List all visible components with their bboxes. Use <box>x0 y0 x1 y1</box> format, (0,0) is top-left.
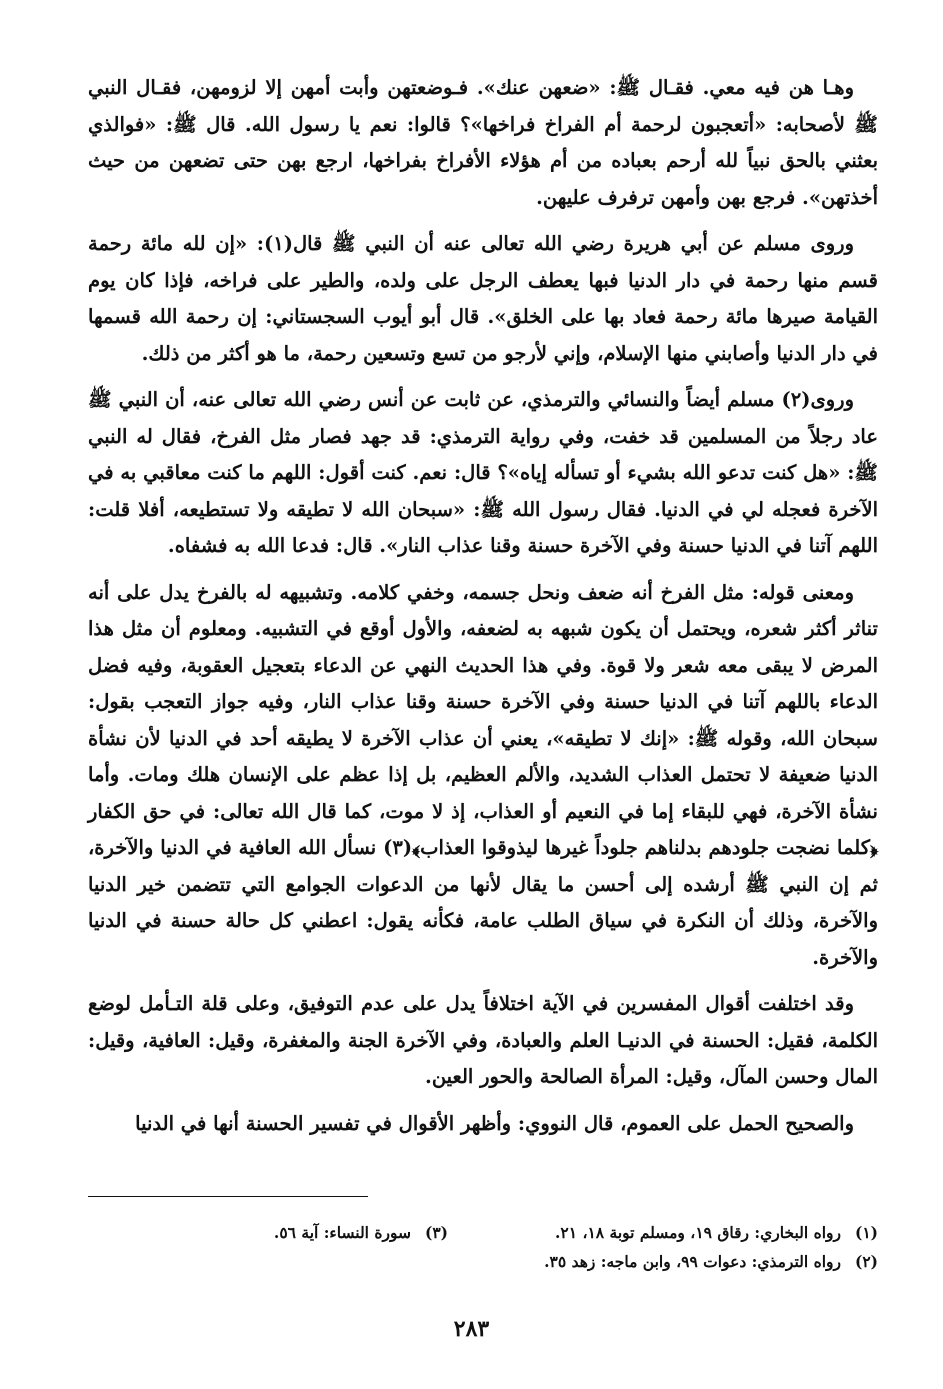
paragraph-4: ومعنى قوله: مثل الفرخ أنه ضعف ونحل جسمه، وخفي كلامه. وتشبيهه له بالفرخ يدل على أنه تناثر أكثر شعره، ويحتمل أن يكون شبهه به لضعفه، والأول أوقع في التشبيه. ومعلوم أن مثل هذا المرض لا يبقى معه شعر ولا قوة. وفي هذا الحديث النهي عن الدعاء بتعجيل العقوبة، وفيه فضل الدعاء باللهم آتنا في الدنيا حسنة وفي الآخرة حسنة وقنا عذاب النار، وفيه جواز التعجب بقول: سبحان الله، وقوله ﷺ: «إنك لا تطيقه»، يعني أن عذاب الآخرة لا يطيقه أحد في الدنيا لأن نشأة الدنيا ضعيفة لا تحتمل العذاب الشديد، والألم العظيم، بل إذا عظم على الإنسان هلك ومات. وأما نشأة الآخرة، فهي للبقاء إما في النعيم أو العذاب، إذ لا موت، كما قال الله تعالى: في حق الكفار ﴿كلما نضجت جلودهم بدلناهم جلوداً غيرها ليذوقوا العذاب﴾(٣) نسأل الله العافية في الدنيا والآخرة، ثم إن النبي ﷺ أرشده إلى أحسن ما يقال لأنها من الدعوات الجوامع التي تتضمن خير الدنيا والآخرة، وذلك أن النكرة في سياق الطلب عامة، فكأنه يقول: اعطني كل حالة حسنة في الدنيا والآخرة. <box>88 580 878 969</box>
footnote-row <box>88 1218 878 1247</box>
page-body <box>88 70 878 1152</box>
footnote-number: (١) <box>854 1223 878 1242</box>
footnotes <box>88 1218 878 1276</box>
footnote-divider <box>88 1196 368 1197</box>
footnote-row <box>88 1247 878 1276</box>
footnote-2 <box>544 1247 878 1276</box>
paragraph-6: والصحيح الحمل على العموم، قال النووي: وأظهر الأقوال في تفسير الحسنة أنها في الدنيا <box>135 1111 854 1135</box>
footnote-3 <box>274 1218 448 1247</box>
footnote-number: (٣) <box>424 1223 448 1242</box>
footnote-text: سورة النساء: آية ٥٦. <box>273 1223 411 1242</box>
paragraph-5: وقد اختلفت أقوال المفسرين في الآية اختلافاً يدل على عدم التوفيق، وعلى قلة التـأمل لوضع الكلمة، فقيل: الحسنة في الدنيـا العلم والعبادة، وفي الآخرة الجنة والمغفرة، وقيل: العافية، وقيل: المال وحسن المآل، وقيل: المرأة الصالحة والحور العين. <box>88 992 878 1088</box>
paragraph-1: وهـا هن فيه معي. فقـال ﷺ: «ضعهن عنك». فـوضعتهن وأبت أمهن إلا لزومهن، فقـال النبي ﷺ لأصحابه: «أتعجبون لرحمة أم الفراخ فراخها»؟ قالوا: نعم يا رسول الله. قال ﷺ: «فوالذي بعثني بالحق نبياً لله أرحم بعباده من أم هؤلاء الأفراخ بفراخها، ارجع بهن حتى تضعهن من حيث أخذتهن». فرجع بهن وأمهن ترفرف عليهن. <box>88 76 878 209</box>
footnote-text: رواه البخاري: رقاق ١٩، ومسلم توبة ١٨، ٢١. <box>554 1223 841 1242</box>
footnote-1 <box>448 1218 878 1247</box>
page-number: ٢٨٣ <box>453 1316 490 1342</box>
paragraph-3: وروى(٢) مسلم أيضاً والنسائي والترمذي، عن ثابت عن أنس رضي الله تعالى عنه، أن النبي ﷺ عاد رجلاً من المسلمين قد خفت، وفي رواية الترمذي: قد جهد فصار مثل الفرخ، فقال له النبي ﷺ: «هل كنت تدعو الله بشيء أو تسأله إياه»؟ قال: نعم. كنت أقول: اللهم ما كنت معاقبي به في الآخرة فعجله لي في الدنيا. فقال رسول الله ﷺ: «سبحان الله لا تطيقه ولا تستطيعه، أفلا قلت: اللهم آتنا في الدنيا حسنة وفي الآخرة حسنة وقنا عذاب النار». قال: فدعا الله به فشفاه. <box>88 388 878 557</box>
footnote-number: (٢) <box>854 1252 878 1271</box>
footnote-text: رواه الترمذي: دعوات ٩٩، وابن ماجه: زهد ٣٥. <box>544 1252 841 1271</box>
paragraph-2: وروى مسلم عن أبي هريرة رضي الله تعالى عنه أن النبي ﷺ قال(١): «إن لله مائة رحمة قسم منها رحمة في دار الدنيا فبها يعطف الرجل على ولده، والطير على فراخه، فإذا كان يوم القيامة صيرها مائة رحمة فعاد بها على الخلق». قال أبو أيوب السجستاني: إن رحمة الله قسمها في دار الدنيا وأصابني منها الإسلام، وإني لأرجو من تسع وتسعين رحمة، ما هو أكثر من ذلك. <box>88 232 878 365</box>
